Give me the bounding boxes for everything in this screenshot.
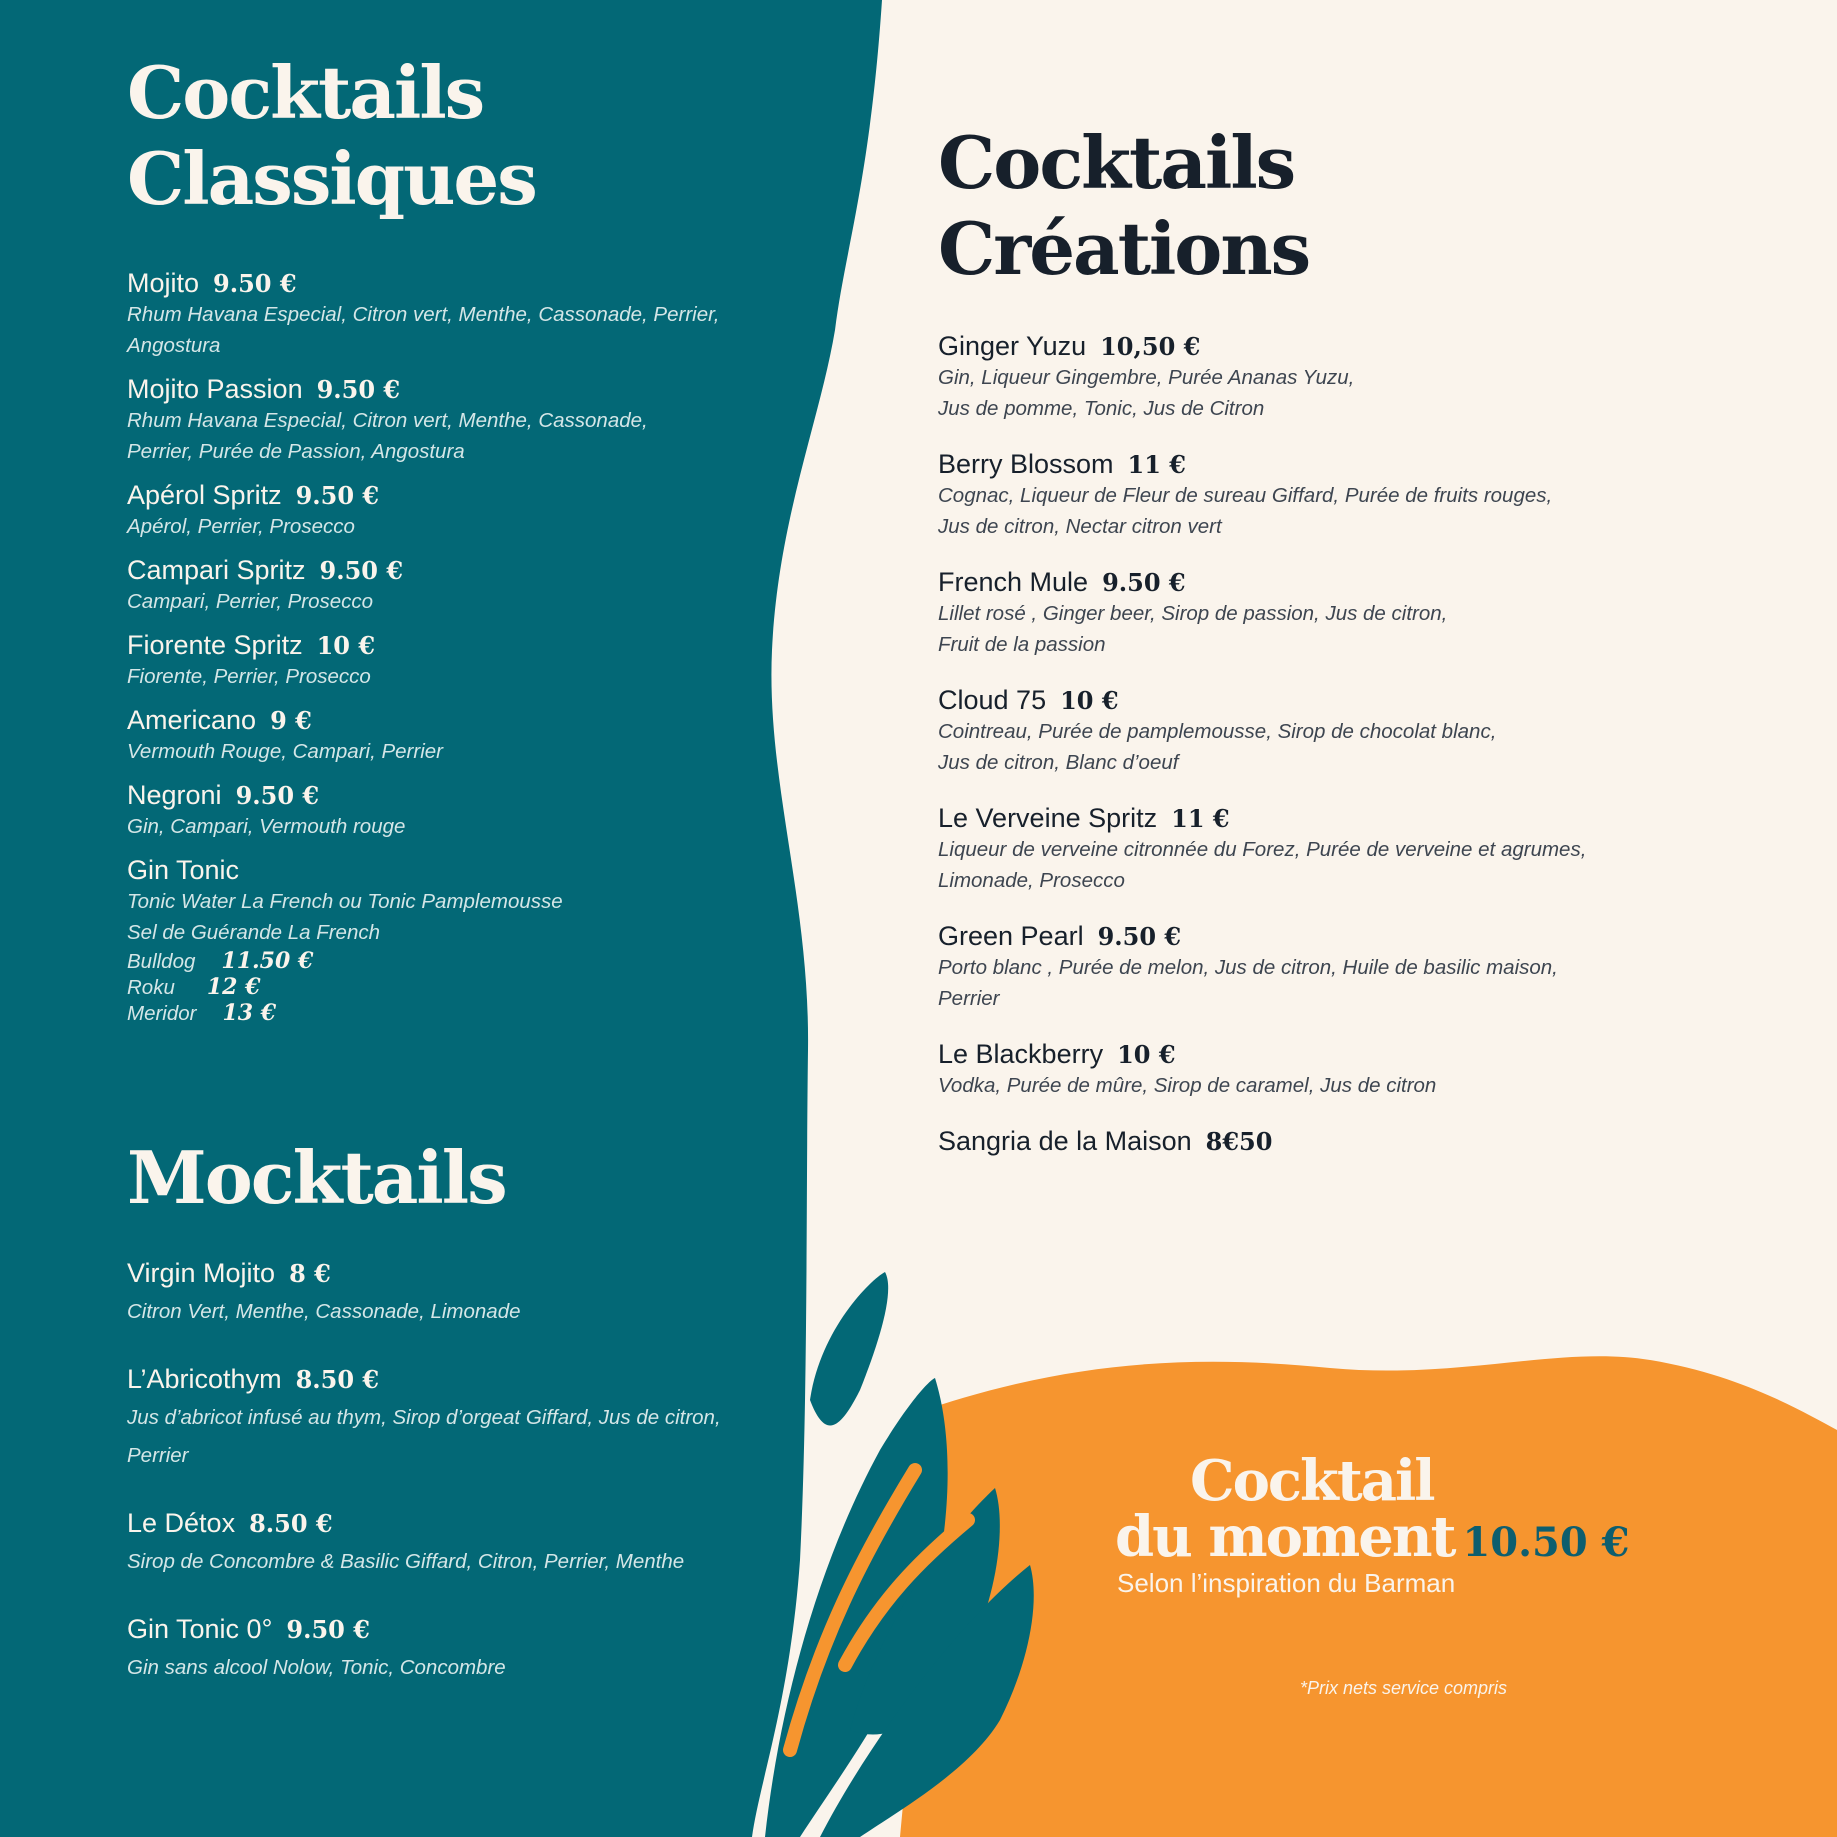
- item-price: 9.50 €: [1102, 568, 1186, 597]
- moment-subtitle: Selon l’inspiration du Barman: [1117, 1568, 1456, 1598]
- moment-title-text: du moment: [1115, 1504, 1455, 1570]
- item-description: Lillet rosé , Ginger beer, Sirop de passion, Jus de citron,: [938, 602, 1448, 625]
- item-description: Perrier: [127, 1444, 189, 1467]
- menu-item: [127, 1364, 827, 1475]
- item-name: Berry Blossom: [938, 449, 1114, 479]
- item-price: 10 €: [1060, 686, 1119, 715]
- creations-menu: [938, 331, 1798, 1157]
- item-name: L’Abricothym: [127, 1364, 282, 1394]
- creations-title: [938, 120, 1309, 293]
- item-name: Negroni: [127, 780, 222, 810]
- item-price: 10 €: [1117, 1040, 1176, 1069]
- menu-item: [938, 331, 1798, 424]
- moment-title-line1: Cocktail: [1190, 1448, 1434, 1514]
- menu-item: [938, 803, 1798, 896]
- item-name: Ginger Yuzu: [938, 331, 1087, 361]
- item-description: Gin sans alcool Nolow, Tonic, Concombre: [127, 1656, 506, 1679]
- item-price: 8.50 €: [295, 1365, 380, 1394]
- item-price: 10 €: [316, 631, 376, 660]
- item-description: Citron Vert, Menthe, Cassonade, Limonade: [127, 1300, 521, 1323]
- menu-item: [127, 630, 827, 692]
- variant-name: Roku: [127, 976, 175, 999]
- mocktails-menu: [127, 1258, 827, 1687]
- moment-price: 10.50 €: [1462, 1519, 1630, 1566]
- item-description: Fiorente, Perrier, Prosecco: [127, 665, 371, 688]
- mocktails-title: Mocktails: [127, 1135, 506, 1220]
- item-description: Perrier: [938, 987, 1000, 1010]
- item-price: 9.50 €: [235, 781, 320, 810]
- item-name: Sangria de la Maison: [938, 1126, 1192, 1156]
- menu-item: [938, 921, 1798, 1014]
- item-name: Le Blackberry: [938, 1039, 1104, 1069]
- item-name: Gin Tonic 0°: [127, 1614, 273, 1644]
- menu-item: [127, 268, 827, 361]
- gin-variant: [127, 974, 827, 1000]
- item-name: Fiorente Spritz: [127, 630, 303, 660]
- menu-item: [127, 1258, 827, 1331]
- item-name: Gin Tonic: [127, 855, 240, 885]
- item-name: French Mule: [938, 567, 1089, 597]
- menu-item: [938, 567, 1798, 660]
- item-name: Le Détox: [127, 1508, 236, 1538]
- item-price: 9.50 €: [316, 375, 401, 404]
- item-description: Porto blanc , Purée de melon, Jus de citron, Huile de basilic maison,: [938, 956, 1558, 979]
- item-name: Apérol Spritz: [127, 480, 282, 510]
- item-price: 8 €: [289, 1259, 331, 1288]
- item-name: Le Verveine Spritz: [938, 803, 1158, 833]
- item-description: Sirop de Concombre & Basilic Giffard, Citron, Perrier, Menthe: [127, 1550, 685, 1573]
- item-description: Campari, Perrier, Prosecco: [127, 590, 374, 613]
- item-description: Cointreau, Purée de pamplemousse, Sirop de chocolat blanc,: [938, 720, 1497, 743]
- item-description: Sel de Guérande La French: [127, 921, 380, 944]
- menu-item: [127, 1614, 827, 1687]
- item-description: Jus de pomme, Tonic, Jus de Citron: [938, 397, 1265, 420]
- price-footnote: *Prix nets service compris: [1300, 1678, 1508, 1698]
- item-description: Apérol, Perrier, Prosecco: [127, 515, 355, 538]
- item-description: Gin, Campari, Vermouth rouge: [127, 815, 406, 838]
- item-price: 9.50 €: [319, 556, 404, 585]
- item-description: Rhum Havana Especial, Citron vert, Menthe, Cassonade, Perrier,: [127, 303, 720, 326]
- classiques-menu: [127, 268, 827, 1026]
- item-name: Mojito Passion: [127, 374, 303, 404]
- menu-item: [938, 685, 1798, 778]
- item-description: Liqueur de verveine citronnée du Forez, Purée de verveine et agrumes,: [938, 838, 1587, 861]
- item-price: 8€50: [1205, 1127, 1273, 1156]
- item-description: Fruit de la passion: [938, 633, 1106, 656]
- creations-title-line2: Créations: [938, 206, 1310, 292]
- item-description: Vermouth Rouge, Campari, Perrier: [127, 740, 443, 763]
- item-description: Rhum Havana Especial, Citron vert, Menthe, Cassonade,: [127, 409, 648, 432]
- item-description: Jus d’abricot infusé au thym, Sirop d’orgeat Giffard, Jus de citron,: [127, 1406, 721, 1429]
- variant-price: 13 €: [222, 1000, 277, 1026]
- item-price: 8.50 €: [249, 1509, 333, 1538]
- menu-item: [938, 449, 1798, 542]
- menu-item: [127, 1508, 827, 1581]
- gin-variant: [127, 948, 827, 974]
- item-description: Jus de citron, Nectar citron vert: [938, 515, 1222, 538]
- variant-price: 11.50 €: [221, 948, 314, 974]
- item-name: Campari Spritz: [127, 555, 306, 585]
- variant-price: 12 €: [206, 974, 261, 1000]
- gin-tonic-item: [127, 855, 827, 1026]
- menu-item: [938, 1039, 1798, 1101]
- item-price: 11 €: [1171, 804, 1230, 833]
- classiques-title-line1: Cocktails: [127, 50, 484, 135]
- item-price: 9.50 €: [1097, 922, 1182, 951]
- item-description: Jus de citron, Blanc d’oeuf: [938, 751, 1179, 774]
- item-description: Perrier, Purée de Passion, Angostura: [127, 440, 465, 463]
- item-description: Limonade, Prosecco: [938, 869, 1125, 892]
- item-name: Cloud 75: [938, 685, 1047, 715]
- item-description: Vodka, Purée de mûre, Sirop de caramel, Jus de citron: [938, 1074, 1437, 1097]
- gin-variant: [127, 1000, 827, 1026]
- variant-name: Meridor: [127, 1002, 197, 1025]
- menu-item: [938, 1126, 1798, 1157]
- variant-name: Bulldog: [127, 950, 196, 973]
- item-price: 9.50 €: [286, 1615, 370, 1644]
- menu-item: [127, 480, 827, 542]
- item-price: 10,50 €: [1100, 332, 1201, 361]
- classiques-title: [127, 50, 536, 223]
- menu-item: [127, 780, 827, 842]
- item-name: Americano: [127, 705, 257, 735]
- item-description: Cognac, Liqueur de Fleur de sureau Giffard, Purée de fruits rouges,: [938, 484, 1553, 507]
- item-description: Tonic Water La French ou Tonic Pamplemousse: [127, 890, 563, 913]
- item-price: 9.50 €: [295, 481, 380, 510]
- item-price: 11 €: [1127, 450, 1186, 479]
- menu-item: [127, 374, 827, 467]
- item-price: 9 €: [270, 706, 312, 735]
- moment-title-line2: [1115, 1504, 1629, 1570]
- menu-item: [127, 705, 827, 767]
- creations-title-line1: Cocktails: [938, 120, 1295, 205]
- menu-item: [127, 555, 827, 617]
- item-name: Virgin Mojito: [127, 1258, 276, 1288]
- classiques-title-line2: Classiques: [127, 136, 536, 222]
- item-description: Gin, Liqueur Gingembre, Purée Ananas Yuzu,: [938, 366, 1355, 389]
- item-name: Mojito: [127, 268, 200, 298]
- item-name: Green Pearl: [938, 921, 1084, 951]
- item-description: Angostura: [127, 334, 221, 357]
- item-price: 9.50 €: [213, 269, 297, 298]
